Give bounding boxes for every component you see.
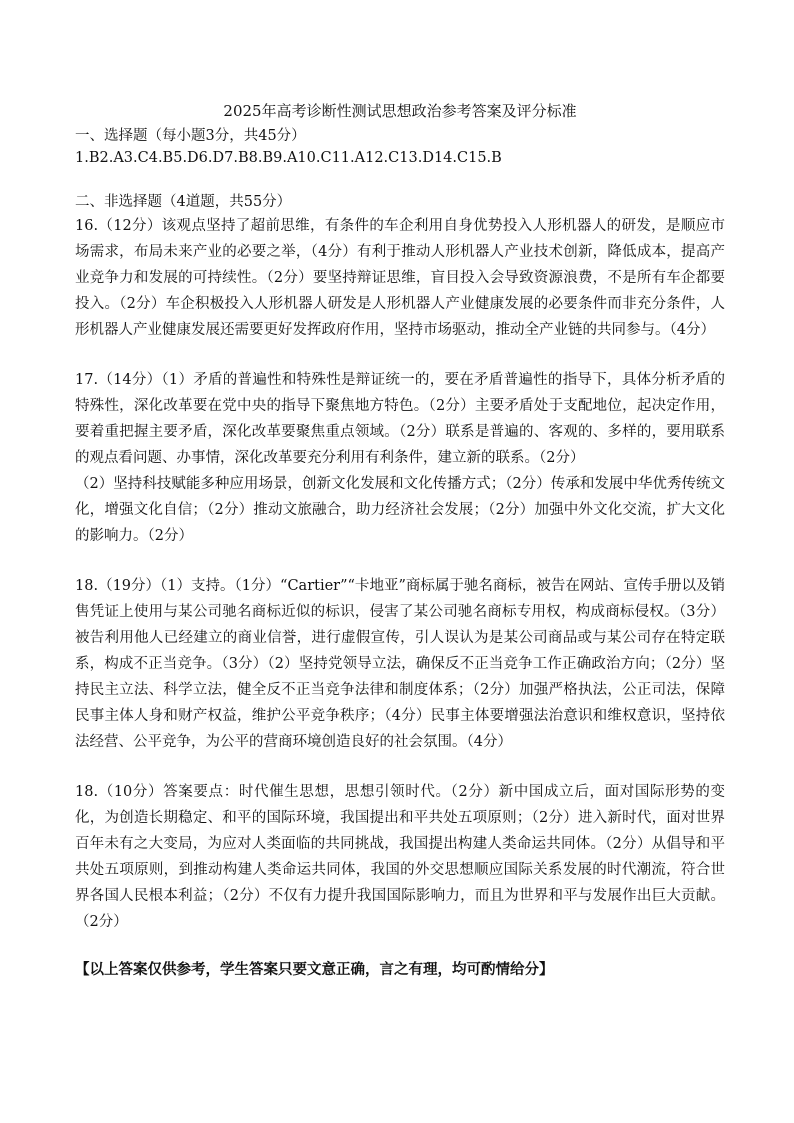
spacer <box>75 755 725 779</box>
question-18-diplomacy-answer: 18.（10分）答案要点：时代催生思想，思想引领时代。（2分）新中国成立后，面对国际形势的变化，为创造长期稳定、和平的国际环境，我国提出和平共处五项原则；（2分）进入新时代，面对世界百年未有之大变局，为应对人类面临的共同挑战，我国提出构建人类命运共同体。（2分）从倡导和平共处五项原则，到推动构建人类命运共同体，我国的外交思想顺应国际关系发展的时代潮流，符合世界各国人民根本利益；（2分）不仅有力提升我国国际影响力，而且为世界和平与发展作出巨大贡献。（2分） <box>75 784 725 930</box>
spacer <box>75 343 725 367</box>
spacer <box>75 549 725 573</box>
spacer <box>75 935 725 959</box>
section1-heading: 一、选择题（每小题3分，共45分） <box>75 128 306 144</box>
grading-note: 【以上答案仅供参考，学生答案只要文意正确，言之有理，均可酌情给分】 <box>75 961 554 978</box>
question-16-answer: 16.（12分）该观点坚持了超前思维，有条件的车企利用自身优势投入人形机器人的研发，是顺应市场需求，布局未来产业的必要之举，（4分）有利于推动人形机器人产业技术创新，降低成本，提高产业竞争力和发展的可持续性。（2分）要坚持辩证思维，盲目投入会导致资源浪费，不是所有车企都要投入。（2分）车企积极投入人形机器人研发是人形机器人产业健康发展的必要条件而非充分条件，人形机器人产业健康发展还需要更好发挥政府作用，坚持市场驱动，推动全产业链的共同参与。（4分） <box>75 218 725 338</box>
choice-answers: 1.B2.A3.C4.B5.D6.D7.B8.B9.A10.C11.A12.C13.D14.C15.B <box>75 150 502 166</box>
spacer <box>75 169 725 191</box>
section2-heading: 二、非选择题（4道题，共55分） <box>75 194 292 210</box>
question-17-part2-answer: （2）坚持科技赋能多种应用场景，创新文化发展和文化传播方式；（2分）传承和发展中华优秀传统文化，增强文化自信；（2分）推动文旅融合，助力经济社会发展；（2分）加强中外文化交流，扩大文化的影响力。（2分） <box>75 476 725 544</box>
document-title: 2025年高考诊断性测试思想政治参考答案及评分标准 <box>223 102 577 120</box>
question-18-law-answer: 18.（19分）（1）支持。（1分）“Cartier”“卡地亚”商标属于驰名商标，被告在网站、宣传手册以及销售凭证上使用与某公司驰名商标近似的标识，侵害了某公司驰名商标专用权，构成商标侵权。（3分）被告利用他人已经建立的商业信誉，进行虚假宣传，引人误认为是某公司商品或与某公司存在特定联系，构成不正当竞争。（3分）（2）坚持党领导立法，确保反不正当竞争工作正确政治方向；（2分）坚持民主立法、科学立法，健全反不正当竞争法律和制度体系；（2分）加强严格执法，公正司法，保障民事主体人身和财产权益，维护公平竞争秩序；（4分）民事主体要增强法治意识和维权意识，坚持依法经营、公平竞争，为公平的营商环境创造良好的社会氛围。（4分） <box>75 578 725 750</box>
answer-sheet <box>75 100 725 981</box>
question-17-part1-answer: 17.（14分）（1）矛盾的普遍性和特殊性是辩证统一的，要在矛盾普遍性的指导下，具体分析矛盾的特殊性，深化改革要在党中央的指导下聚焦地方特色。（2分）主要矛盾处于支配地位，起决定作用，要着重把握主要矛盾，深化改革要聚焦重点领域。（2分）联系是普遍的、客观的、多样的，要用联系的观点看问题、办事情，深化改革要充分利用有利条件，建立新的联系。（2分） <box>75 372 725 466</box>
